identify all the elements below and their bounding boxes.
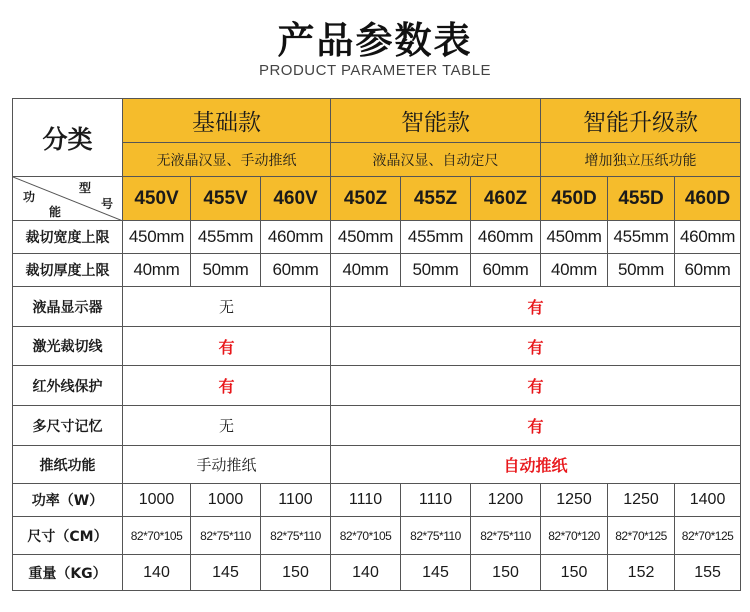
size-cell: 82*70*105: [331, 517, 401, 555]
header-label-xing: 型: [79, 181, 92, 195]
power-cell: 1250: [608, 484, 675, 517]
thickness-cell: 60mm: [675, 254, 741, 287]
size-cell: 82*70*125: [608, 517, 675, 555]
series-smart-name: 智能款: [331, 99, 541, 143]
size-cell: 82*70*125: [675, 517, 741, 555]
width-cell: 450mm: [541, 221, 608, 254]
model-455v: 455V: [191, 177, 261, 221]
model-460v: 460V: [261, 177, 331, 221]
width-cell: 455mm: [191, 221, 261, 254]
model-450z: 450Z: [331, 177, 401, 221]
memory-smart-value: 有: [331, 406, 741, 446]
series-upgrade-name: 智能升级款: [541, 99, 741, 143]
weight-cell: 140: [331, 555, 401, 591]
width-cell: 455mm: [608, 221, 675, 254]
width-cell: 460mm: [471, 221, 541, 254]
series-basic-name: 基础款: [123, 99, 331, 143]
weight-cell: 150: [261, 555, 331, 591]
table-row-power: [13, 484, 741, 517]
power-cell: 1000: [123, 484, 191, 517]
table-row-memory: [13, 406, 741, 446]
width-cell: 450mm: [123, 221, 191, 254]
model-460d: 460D: [675, 177, 741, 221]
series-basic-desc: 无液晶汉显、手动推纸: [123, 143, 331, 177]
thickness-cell: 50mm: [191, 254, 261, 287]
weight-cell: 152: [608, 555, 675, 591]
model-460z: 460Z: [471, 177, 541, 221]
thickness-cell: 60mm: [261, 254, 331, 287]
size-cell: 82*75*110: [401, 517, 471, 555]
table-row-lcd: [13, 287, 741, 327]
push-smart-value: 自动推纸: [331, 446, 741, 484]
width-cell: 460mm: [675, 221, 741, 254]
row-label-thickness: 裁切厚度上限: [13, 254, 123, 287]
page-subtitle: PRODUCT PARAMETER TABLE: [258, 62, 492, 79]
width-cell: 460mm: [261, 221, 331, 254]
row-label-laser: 激光裁切线: [13, 327, 123, 366]
power-cell: 1110: [331, 484, 401, 517]
thickness-cell: 50mm: [401, 254, 471, 287]
thickness-cell: 40mm: [123, 254, 191, 287]
weight-cell: 155: [675, 555, 741, 591]
memory-basic-value: 无: [123, 406, 331, 446]
power-cell: 1400: [675, 484, 741, 517]
row-label-lcd: 液晶显示器: [13, 287, 123, 327]
width-cell: 450mm: [331, 221, 401, 254]
category-header: 分类: [13, 99, 123, 177]
size-cell: 82*75*110: [261, 517, 331, 555]
table-row-size: [13, 517, 741, 555]
power-cell: 1110: [401, 484, 471, 517]
push-basic-value: 手动推纸: [123, 446, 331, 484]
model-455z: 455Z: [401, 177, 471, 221]
lcd-basic-value: 无: [123, 287, 331, 327]
size-cell: 82*70*105: [123, 517, 191, 555]
weight-cell: 150: [541, 555, 608, 591]
header-label-gong: 功: [23, 190, 36, 204]
row-label-width: 裁切宽度上限: [13, 221, 123, 254]
width-cell: 455mm: [401, 221, 471, 254]
series-upgrade-desc: 增加独立压纸功能: [541, 143, 741, 177]
lcd-smart-value: 有: [331, 287, 741, 327]
weight-cell: 150: [471, 555, 541, 591]
power-cell: 1000: [191, 484, 261, 517]
header-label-neng: 能: [49, 205, 62, 219]
row-label-weight: 重量（KG）: [13, 555, 123, 591]
weight-cell: 145: [401, 555, 471, 591]
model-function-header: [13, 177, 123, 221]
header-label-hao: 号: [101, 197, 114, 211]
size-cell: 82*75*110: [191, 517, 261, 555]
table-row-thickness: [13, 254, 741, 287]
table-row-push: [13, 446, 741, 484]
thickness-cell: 60mm: [471, 254, 541, 287]
laser-basic-value: 有: [123, 327, 331, 366]
power-cell: 1200: [471, 484, 541, 517]
size-cell: 82*75*110: [471, 517, 541, 555]
row-label-push: 推纸功能: [13, 446, 123, 484]
weight-cell: 145: [191, 555, 261, 591]
table-row-laser: [13, 327, 741, 366]
thickness-cell: 40mm: [331, 254, 401, 287]
row-label-size: 尺寸（CM）: [13, 517, 123, 555]
power-cell: 1100: [261, 484, 331, 517]
parameter-table: [12, 98, 741, 591]
infrared-basic-value: 有: [123, 366, 331, 406]
page-title: 产品参数表: [277, 19, 473, 62]
model-450v: 450V: [123, 177, 191, 221]
row-label-power: 功率（W）: [13, 484, 123, 517]
model-455d: 455D: [608, 177, 675, 221]
table-row-width: [13, 221, 741, 254]
thickness-cell: 50mm: [608, 254, 675, 287]
infrared-smart-value: 有: [331, 366, 741, 406]
series-smart-desc: 液晶汉显、自动定尺: [331, 143, 541, 177]
row-label-memory: 多尺寸记忆: [13, 406, 123, 446]
laser-smart-value: 有: [331, 327, 741, 366]
table-row-infrared: [13, 366, 741, 406]
size-cell: 82*70*120: [541, 517, 608, 555]
row-label-infrared: 红外线保护: [13, 366, 123, 406]
thickness-cell: 40mm: [541, 254, 608, 287]
model-450d: 450D: [541, 177, 608, 221]
table-row-weight: [13, 555, 741, 591]
power-cell: 1250: [541, 484, 608, 517]
weight-cell: 140: [123, 555, 191, 591]
